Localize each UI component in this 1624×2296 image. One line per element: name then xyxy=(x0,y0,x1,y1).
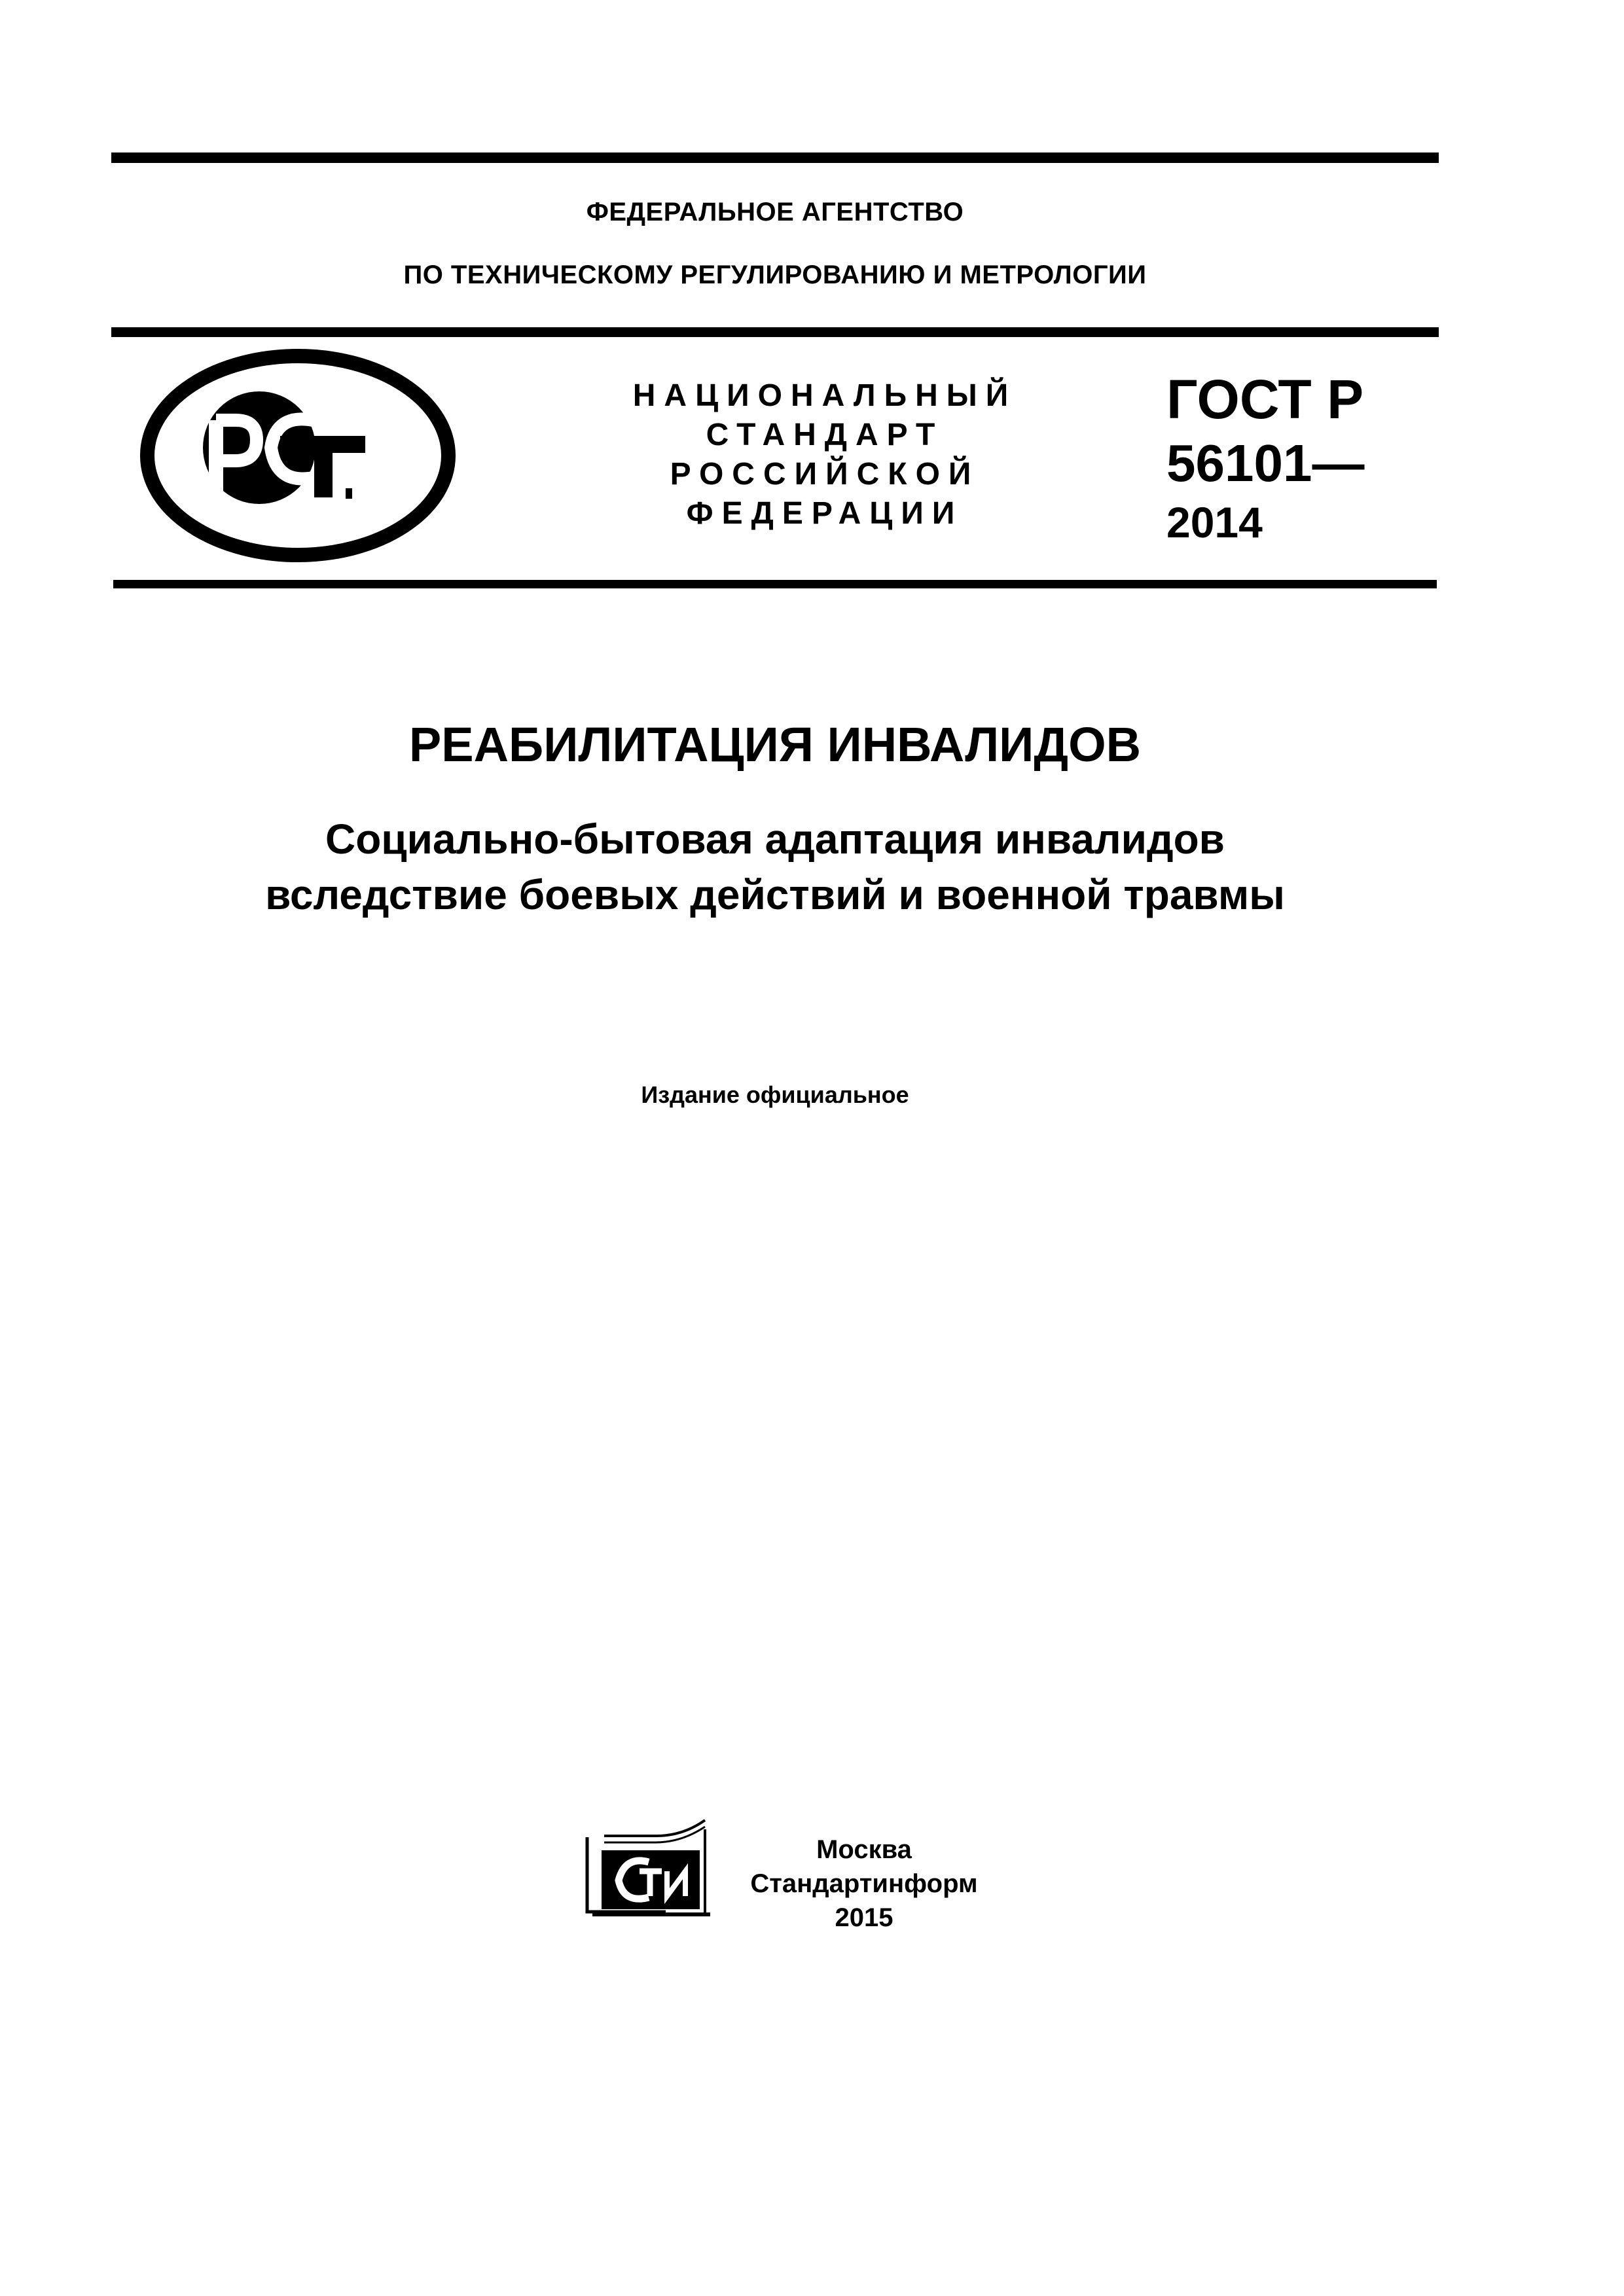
imprint-year: 2015 xyxy=(835,1903,893,1932)
designation-year: 2014 xyxy=(1166,498,1263,547)
imprint-city: Москва xyxy=(816,1835,912,1864)
national-line: ФЕДЕРАЦИИ xyxy=(686,496,964,531)
national-line: РОССИЙСКОЙ xyxy=(670,457,980,492)
imprint xyxy=(720,1833,1008,1935)
header-rule xyxy=(111,327,1439,337)
logo-block-rule xyxy=(113,580,1437,588)
gost-r-mark-icon xyxy=(137,348,458,563)
subtitle-line: вследствие боевых действий и военной травмы xyxy=(265,871,1285,918)
national-standard-label xyxy=(628,376,1021,533)
designation-number: 56101— xyxy=(1166,434,1365,492)
top-rule xyxy=(111,152,1439,163)
agency-line-1: ФЕДЕРАЛЬНОЕ АГЕНТСТВО xyxy=(586,198,964,226)
national-line: НАЦИОНАЛЬНЫЙ xyxy=(632,378,1017,413)
imprint-publisher: Стандартинформ xyxy=(750,1869,978,1898)
standard-designation xyxy=(1166,367,1364,550)
standartinform-logo-icon xyxy=(585,1816,714,1921)
designation-prefix: ГОСТ Р xyxy=(1166,368,1364,430)
subtitle-line: Социально-бытовая адаптация инвалидов xyxy=(325,816,1225,863)
national-line: СТАНДАРТ xyxy=(706,418,944,452)
document-title: РЕАБИЛИТАЦИЯ ИНВАЛИДОВ xyxy=(408,717,1142,772)
document-subtitle xyxy=(0,812,1550,923)
agency-line-2: ПО ТЕХНИЧЕСКОМУ РЕГУЛИРОВАНИЮ И МЕТРОЛОГИИ xyxy=(403,260,1147,289)
edition-note: Издание официальное xyxy=(641,1081,909,1108)
